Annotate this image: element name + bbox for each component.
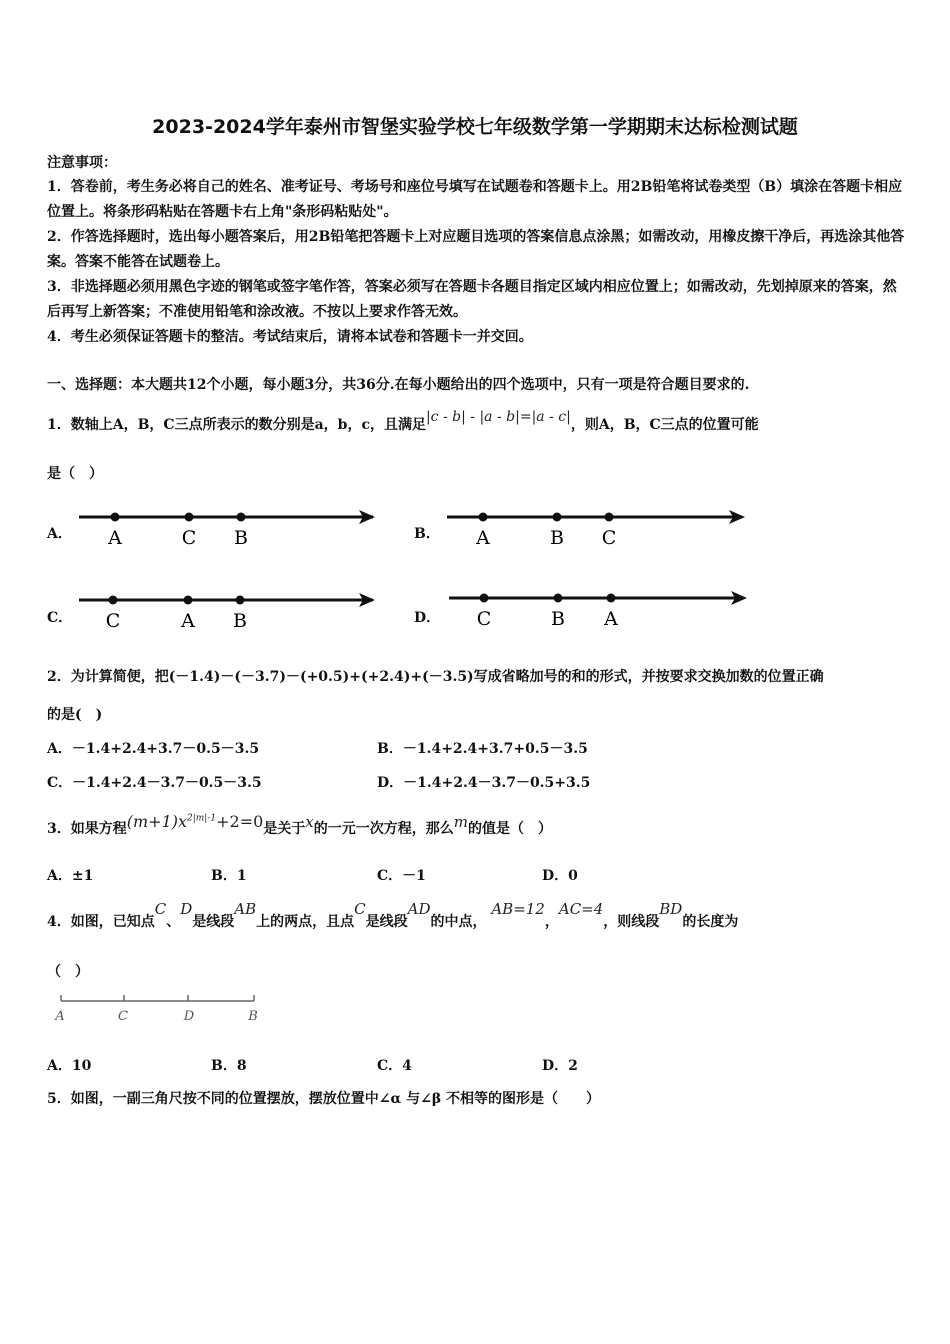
segment-label: C <box>118 1009 128 1024</box>
q4-option-b: B．8 <box>211 1058 247 1074</box>
point-dot <box>237 513 246 522</box>
point-label: A <box>108 527 122 549</box>
q3-option-b: B．1 <box>211 868 247 884</box>
point-dot <box>553 513 562 522</box>
segment-label: B <box>248 1009 258 1024</box>
question-4-stem <box>47 899 739 930</box>
point-label: A <box>604 608 618 630</box>
point-label: C <box>476 608 492 630</box>
page-title: 2023-2024学年泰州市智堡实验学校七年级数学第一学期期末达标检测试题 <box>152 116 798 138</box>
q4-option-d: D．2 <box>542 1058 578 1074</box>
q4-comma: ， <box>544 914 559 930</box>
segment-label: D <box>183 1009 195 1024</box>
q3-formula <box>127 812 264 831</box>
q4-eq-ac: AC=4 <box>558 900 604 918</box>
q4-var-ad: AD <box>407 900 431 918</box>
q1-text-b: ，则A，B，C三点的位置可能 <box>570 417 759 433</box>
segment-label: A <box>55 1009 65 1024</box>
notice-item: 2．作答选择题时，选出每小题答案后，用2B铅笔把答题卡上对应题目选项的答案信息点涂黑；如需改动，用橡皮擦干净后，再选涂其他答案。答案不能答在试题卷上。 <box>47 229 905 270</box>
point-dot <box>184 596 193 605</box>
q4-text-6: ，则线段 <box>603 914 660 930</box>
q1-option-c-numberline <box>75 585 385 635</box>
q4-var-bd: BD <box>659 900 683 918</box>
point-dot <box>111 513 120 522</box>
q3-option-a: A．±1 <box>47 868 94 884</box>
q1-option-c-label: C． <box>47 610 73 626</box>
point-label: B <box>550 527 564 549</box>
point-label: C <box>105 610 121 632</box>
q4-text-2: 是线段 <box>192 914 235 930</box>
question-5-stem: 5．如图，一副三角尺按不同的位置摆放，摆放位置中∠α 与∠β 不相等的图形是（ ） <box>47 1091 601 1107</box>
notice-item: 3．非选择题必须用黑色字迹的钢笔或签字笔作答，答案必须写在答题卡各题目指定区域内相应位置上；如需改动，先划掉原来的答案，然后再写上新答案；不准使用铅笔和涂改液。不按以上要求作答无效。 <box>47 279 897 320</box>
q2-option-a: A．－1.4+2.4+3.7－0.5－3.5 <box>47 741 260 757</box>
q4-text-1: 4．如图，已知点 <box>47 914 155 930</box>
q1-option-a-numberline <box>75 502 385 552</box>
point-dot <box>554 594 563 603</box>
q1-formula: |c - b| - |a - b|=|a - c| <box>425 409 571 425</box>
q3-text-a: 3．如果方程 <box>47 821 127 837</box>
q2-option-c: C．－1.4+2.4－3.7－0.5－3.5 <box>47 775 262 791</box>
q1-option-b-numberline <box>443 502 753 552</box>
point-label: B <box>234 527 248 549</box>
q4-var-d: D <box>180 900 193 918</box>
q3-formula-tail: +2=0 <box>216 812 264 831</box>
question-1-stem <box>47 409 759 434</box>
q3-text-d: 的值是（ ） <box>467 821 552 837</box>
q3-text-b: 是关于 <box>263 821 306 837</box>
q4-text-5: 的中点， <box>430 914 487 930</box>
point-label: B <box>551 608 565 630</box>
point-dot <box>185 513 194 522</box>
q3-formula-main: (m+1)x <box>126 812 188 831</box>
point-label: C <box>601 527 617 549</box>
section-heading: 一、选择题：本大题共12个小题，每小题3分，共36分.在每小题给出的四个选项中，只有一项是符合题目要求的. <box>47 377 750 393</box>
question-2-stem-end: 的是( ) <box>47 707 103 723</box>
point-dot <box>109 596 118 605</box>
point-dot <box>607 594 616 603</box>
q4-text-3: 上的两点，且点 <box>256 914 355 930</box>
notice-item: 4．考生必须保证答题卡的整洁。考试结束后，请将本试卷和答题卡一并交回。 <box>47 329 533 345</box>
q4-option-a: A．10 <box>47 1058 92 1074</box>
q4-var-c2: C <box>354 900 366 918</box>
point-label: A <box>476 527 490 549</box>
q3-text-c: 的一元一次方程，那么 <box>313 821 454 837</box>
point-dot <box>236 596 245 605</box>
q4-segment-figure <box>52 990 267 1025</box>
q4-var-ab: AB <box>234 900 257 918</box>
q2-option-d: D．－1.4+2.4－3.7－0.5+3.5 <box>377 775 591 791</box>
q2-option-b: B．－1.4+2.4+3.7+0.5－3.5 <box>377 741 588 757</box>
q4-eq-ab: AB=12 <box>491 900 545 918</box>
q3-var-m: m <box>453 813 468 831</box>
q3-var-x: x <box>305 813 314 831</box>
q3-formula-exponent: 2|m|-1 <box>187 813 217 824</box>
q4-var-c: C <box>154 900 167 918</box>
q1-text-a: 1．数轴上A，B，C三点所表示的数分别是a，b，c，且满足 <box>47 417 426 433</box>
question-4-stem-end: （ ） <box>47 964 89 980</box>
q3-option-c: C．－1 <box>377 868 426 884</box>
point-dot <box>479 513 488 522</box>
notice-item: 1．答卷前，考生务必将自己的姓名、准考证号、考场号和座位号填写在试题卷和答题卡上。用2B铅笔将试卷类型（B）填涂在答题卡相应位置上。将条形码粘贴在答题卡右上角"条形码粘贴处"。 <box>47 179 903 220</box>
q3-option-d: D．0 <box>542 868 578 884</box>
question-1-stem-end: 是（ ） <box>47 466 103 482</box>
q1-option-a-label: A． <box>47 526 72 542</box>
question-3-stem <box>47 812 552 837</box>
point-label: A <box>181 610 195 632</box>
point-label: C <box>181 527 197 549</box>
q4-sep: 、 <box>166 914 181 930</box>
notice-heading: 注意事项： <box>47 155 117 171</box>
q4-option-c: C．4 <box>377 1058 412 1074</box>
point-dot <box>605 513 614 522</box>
q1-option-d-label: D． <box>414 610 441 626</box>
q4-text-4: 是线段 <box>365 914 408 930</box>
q1-option-d-numberline <box>445 583 755 633</box>
q1-option-b-label: B． <box>414 526 440 542</box>
q4-text-7: 的长度为 <box>682 914 739 930</box>
point-label: B <box>233 610 247 632</box>
question-2-stem: 2．为计算简便，把(－1.4)－(－3.7)－(+0.5)+(+2.4)+(－3.5)写成省略加号的和的形式，并按要求交换加数的位置正确 <box>47 669 824 685</box>
point-dot <box>480 594 489 603</box>
